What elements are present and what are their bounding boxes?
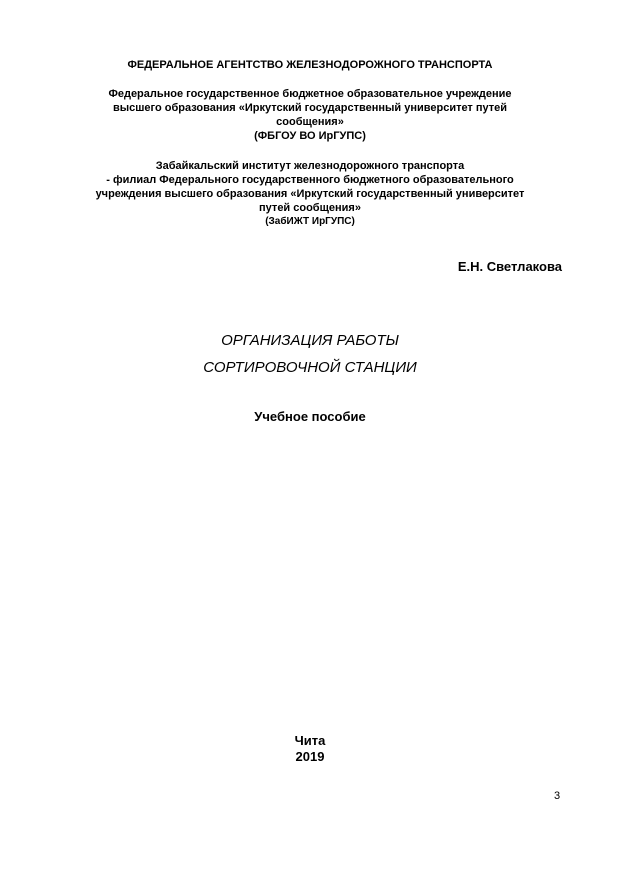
institute-line: учреждения высшего образования «Иркутский государственный университет [95,188,525,200]
page-number: 3 [554,790,561,802]
institute-line: Забайкальский институт железнодорожного транспорта [155,160,465,172]
document-title [0,327,620,381]
agency-name: ФЕДЕРАЛЬНОЕ АГЕНТСТВО ЖЕЛЕЗНОДОРОЖНОГО ТРАНСПОРТА [127,59,493,71]
title-line: ОРГАНИЗАЦИЯ РАБОТЫ [221,332,399,349]
university-line: Федеральное государственное бюджетное образовательное учреждение [108,88,512,100]
institute-line: путей сообщения» [259,202,361,214]
university-line: сообщения» [276,116,344,128]
author-name: Е.Н. Светлакова [457,259,562,274]
university-abbreviation: (ФБГОУ ВО ИрГУПС) [254,130,366,142]
institute-line: - филиал Федерального государственного бюджетного образовательного [106,174,514,186]
university-line: высшего образования «Иркутский государственный университет путей [112,102,508,114]
publication-year: 2019 [295,749,325,764]
title-line: СОРТИРОВОЧНОЙ СТАНЦИИ [203,359,417,376]
city-name: Чита [294,733,326,748]
university-block [0,87,620,143]
institute-abbreviation: (ЗабИЖТ ИрГУПС) [265,216,355,227]
institute-block [0,159,620,229]
imprint [0,733,620,765]
document-subtitle: Учебное пособие [254,409,366,424]
